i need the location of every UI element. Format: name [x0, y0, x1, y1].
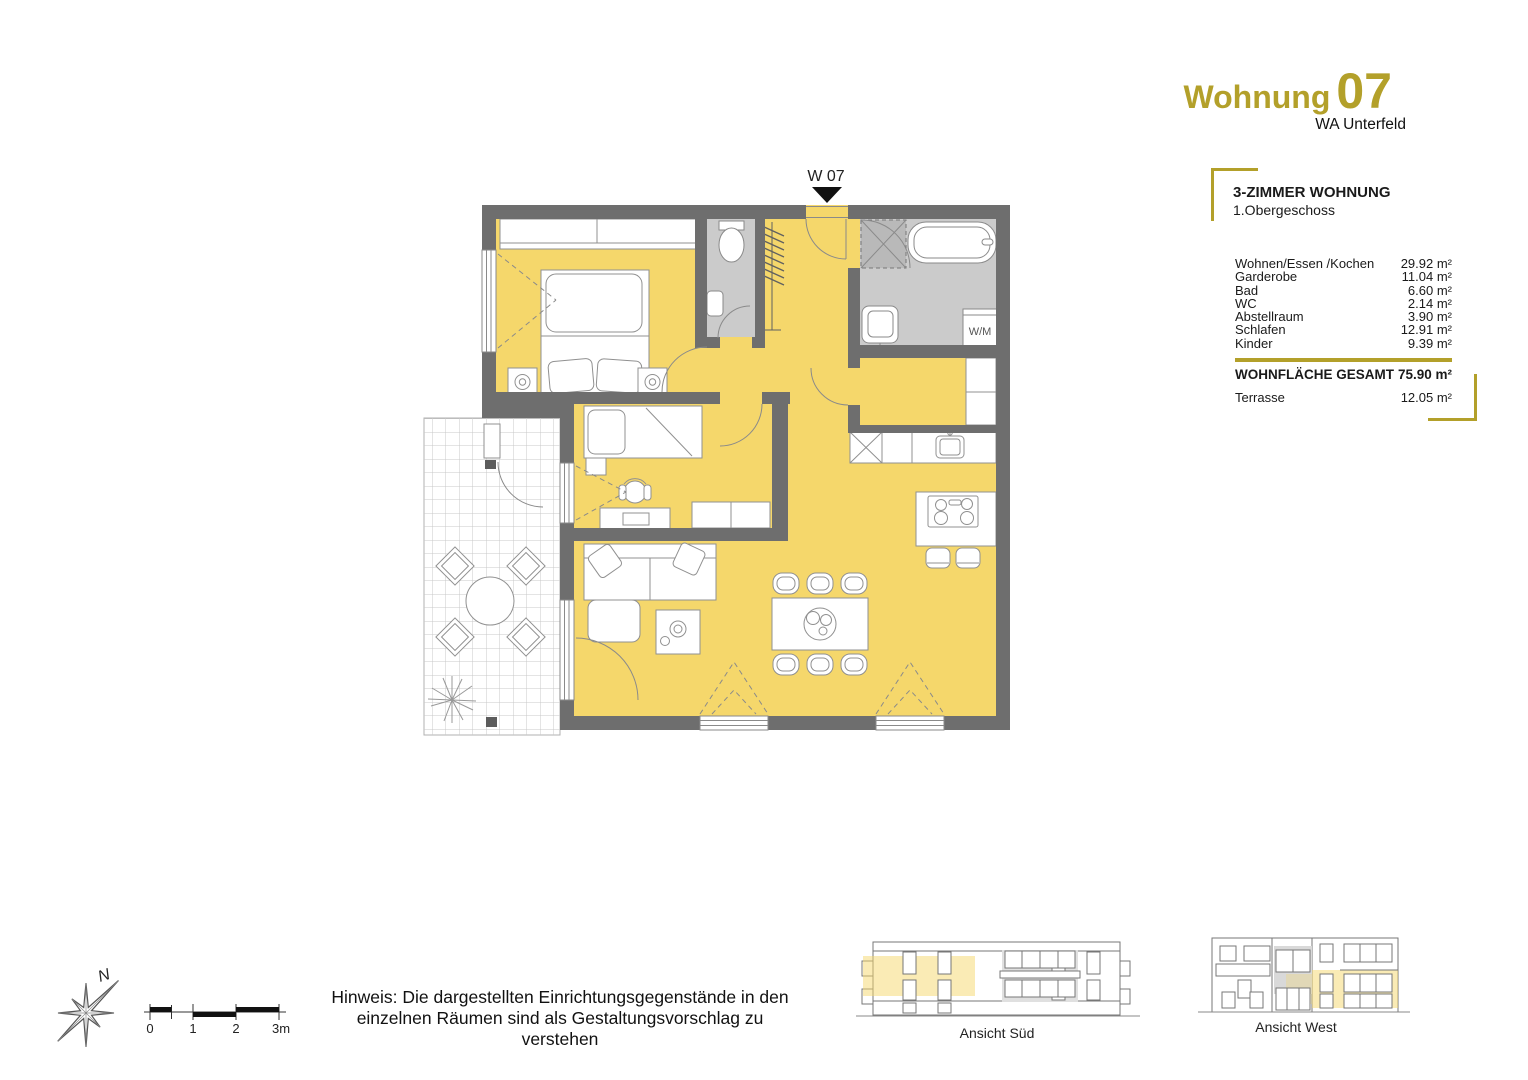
kids-window	[560, 463, 574, 523]
total-area: 75.90 m²	[1397, 366, 1452, 382]
room-name: Kinder	[1235, 335, 1273, 351]
terrace-table	[466, 577, 514, 625]
note-line-2: einzelnen Räumen sind als Gestaltungsvorschlag zu verstehen	[356, 1008, 764, 1049]
room-area: 9.39 m²	[1407, 335, 1452, 351]
terrace-drain	[485, 460, 496, 469]
elevation-west	[1198, 938, 1410, 1035]
scale-tick-0: 0	[146, 1021, 154, 1036]
desk-chair	[624, 481, 646, 503]
coffee-table	[656, 610, 700, 654]
room-name: Wohnen/Essen /Kochen	[1235, 256, 1375, 271]
cooktop	[928, 496, 978, 527]
nightstand	[508, 368, 537, 396]
shelf	[586, 458, 606, 475]
disclaimer-note	[318, 987, 802, 1050]
bar-stool	[956, 548, 980, 568]
unit-marker	[807, 168, 844, 203]
room-name: Bad	[1235, 282, 1259, 298]
title-word: Wohnung	[1183, 79, 1331, 115]
dining-table	[772, 598, 868, 650]
scale-tick-3m: 3m	[271, 1021, 291, 1036]
elevation-west-label: Ansicht West	[1255, 1019, 1337, 1035]
room-area: 2.14 m²	[1407, 295, 1452, 311]
room-name: Abstellraum	[1235, 309, 1304, 325]
north-label: N	[95, 966, 113, 986]
wc-sink	[707, 291, 723, 316]
washer-label: W/M	[968, 326, 992, 338]
terrace-drain	[486, 717, 497, 727]
room-area: 29.92 m²	[1400, 256, 1452, 271]
scale-tick-2: 2	[232, 1021, 240, 1036]
terrace-fixture	[484, 424, 500, 458]
chaise	[588, 600, 640, 642]
room-area: 3.90 m²	[1407, 309, 1452, 325]
elevation-south-label: Ansicht Süd	[959, 1025, 1035, 1041]
wardrobe	[500, 219, 697, 249]
unit-label: W 07	[807, 168, 845, 185]
terrace-door	[560, 600, 574, 700]
entrance-arrow-icon	[812, 187, 842, 203]
storage-closet	[966, 358, 996, 425]
elevation-south	[856, 942, 1140, 1041]
room-name: WC	[1235, 295, 1257, 311]
floor-label: 1.Obergeschoss	[1233, 202, 1335, 218]
project-name: WA Unterfeld	[1315, 116, 1406, 133]
scale-tick-1: 1	[189, 1021, 197, 1036]
toilet	[719, 228, 744, 262]
desk	[600, 508, 670, 529]
terrace-area: 12.05 m²	[1400, 389, 1452, 405]
bar-stool	[926, 548, 950, 568]
tub-faucet	[982, 239, 993, 245]
apartment-type: 3-ZIMMER WOHNUNG	[1233, 184, 1391, 201]
bedroom-window	[482, 250, 496, 352]
total-label: WOHNFLÄCHE GESAMT	[1235, 366, 1394, 382]
scale-bar	[144, 1004, 290, 1036]
room-area: 11.04 m²	[1401, 269, 1452, 285]
room-area: 12.91 m²	[1400, 322, 1452, 338]
terrace-label: Terrasse	[1235, 389, 1285, 405]
terrace	[424, 418, 560, 735]
living-window	[876, 716, 944, 730]
compass-rose-icon	[58, 966, 119, 1047]
room-name: Schlafen	[1235, 322, 1286, 338]
room-area: 6.60 m²	[1407, 282, 1452, 298]
title-number: 07	[1336, 63, 1392, 119]
note-line-1: Hinweis: Die dargestellten Einrichtungsgegenstände in den	[331, 987, 789, 1007]
unit-highlight	[863, 956, 975, 996]
room-name: Garderobe	[1235, 269, 1298, 285]
living-window	[700, 716, 768, 730]
